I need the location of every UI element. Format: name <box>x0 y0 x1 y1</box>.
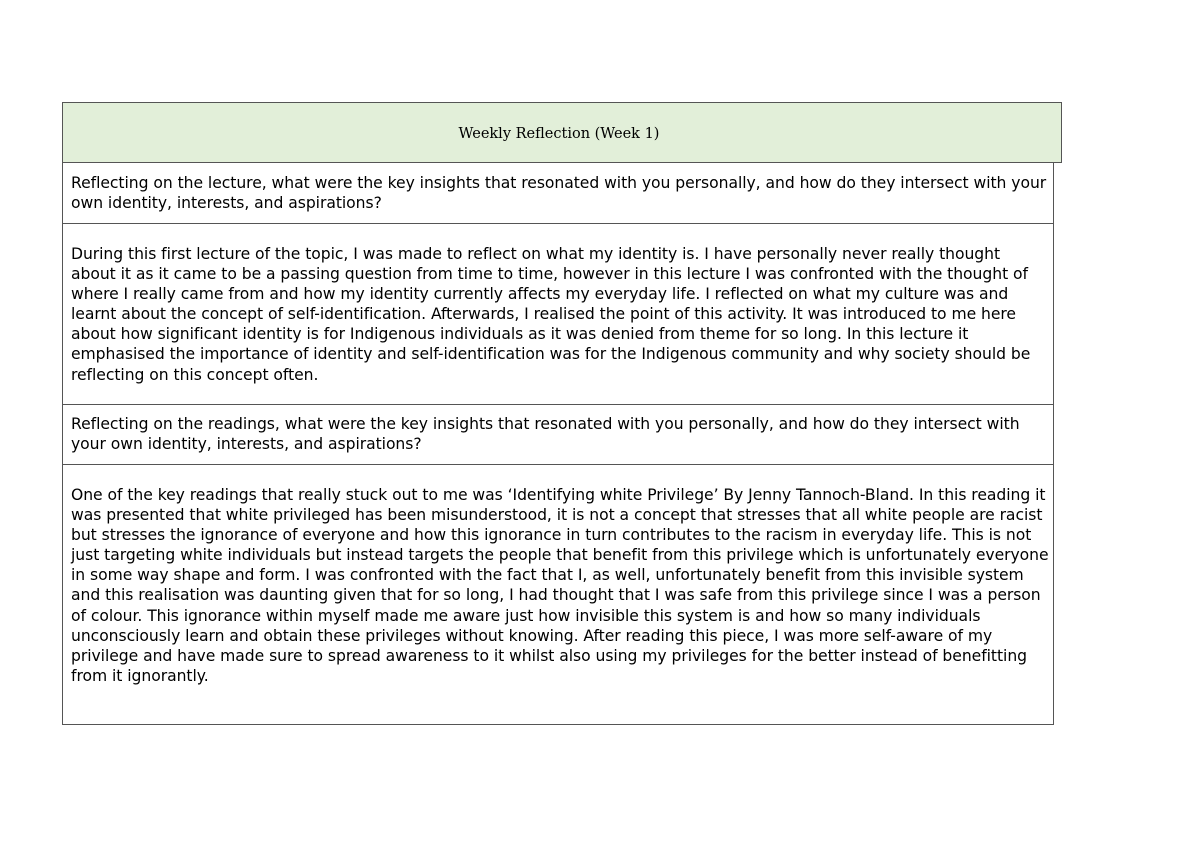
readings-question-text: Reflecting on the readings, what were the key insights that resonated with you personally, and how do they intersect with your own identity, interests, and aspirations? <box>71 415 1020 454</box>
reflection-table <box>62 102 1054 725</box>
readings-question-cell <box>62 405 1054 465</box>
lecture-answer-cell <box>62 224 1054 405</box>
page-title: Weekly Reflection (Week 1) <box>458 125 660 142</box>
lecture-answer-text: During this first lecture of the topic, I was made to reflect on what my identity is. I have personally never really thought about it as it came to be a passing question from time to time, however in this lecture I was confronted with the thought of where I really came from and how my identity currently affects my everyday life. I reflected on what my culture was and learnt about the concept of self-identification. Afterwards, I realised the point of this activity. It was introduced to me here about how significant identity is for Indigenous individuals as it was denied from theme for so long. In this lecture it emphasised the importance of identity and self-identification was for the Indigenous community and why society should be reflecting on this concept often. <box>71 245 1031 384</box>
table-header <box>62 102 1062 163</box>
lecture-question-cell <box>62 163 1054 224</box>
readings-answer-text: One of the key readings that really stuck out to me was ‘Identifying white Privilege’ By Jenny Tannoch-Bland. In this reading it was presented that white privileged has been misunderstood, it is not a concept that stresses that all white people are racist but stresses the ignorance of everyone and how this ignorance in turn contributes to the racism in everyday life. This is not just targeting white individuals but instead targets the people that benefit from this privilege which is unfortunately everyone in some way shape and form. I was confronted with the fact that I, as well, unfortunately benefit from this invisible system and this realisation was daunting given that for so long, I had thought that I was safe from this privilege since I was a person of colour. This ignorance within myself made me aware just how invisible this system is and how so many individuals unconsciously learn and obtain these privileges without knowing. After reading this piece, I was more self-aware of my privilege and have made sure to spread awareness to it whilst also using my privileges for the better instead of benefitting from it ignorantly. <box>71 486 1049 685</box>
lecture-question-text: Reflecting on the lecture, what were the key insights that resonated with you personally, and how do they intersect with your own identity, interests, and aspirations? <box>71 174 1047 213</box>
readings-answer-cell <box>62 465 1054 725</box>
